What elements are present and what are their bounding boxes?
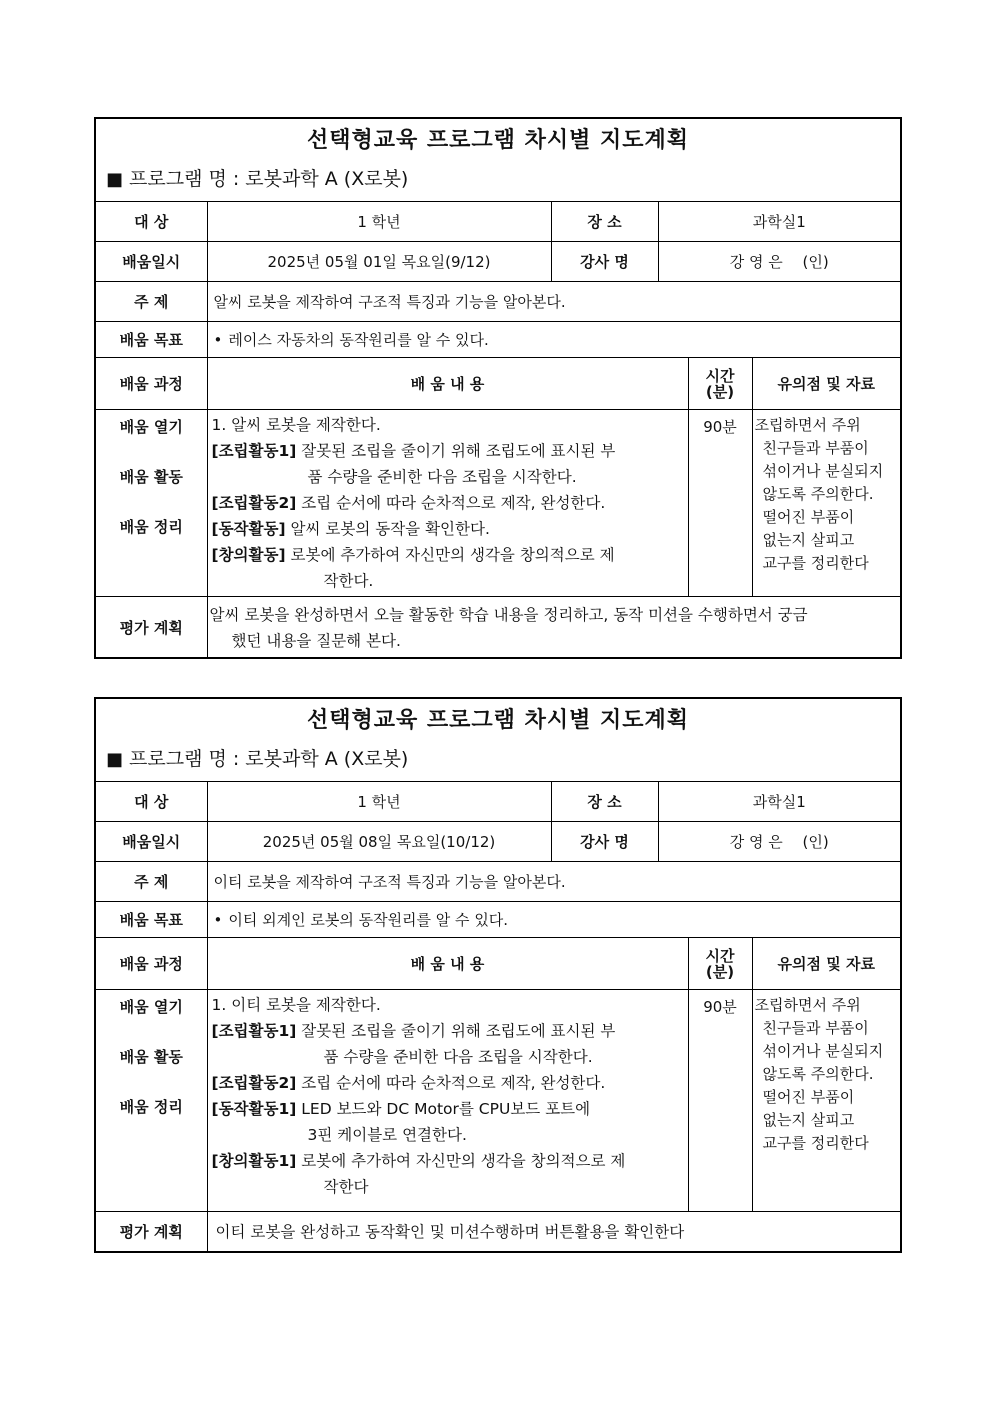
label-time (688, 358, 752, 410)
activity-4-tag: [창의활동1] (211, 1152, 297, 1170)
activity-3-text: 알씨 로봇의 동작을 확인한다. (290, 520, 490, 538)
activity-2 (212, 1070, 684, 1096)
time-unit: (분) (705, 382, 735, 401)
label-place: 장 소 (551, 202, 658, 242)
activity-1-text: 잘못된 조립을 줄이기 위해 조립도에 표시된 부 (301, 442, 616, 460)
goal-value (207, 322, 900, 358)
label-time (688, 938, 752, 990)
activity-2-text: 조립 순서에 따라 순차적으로 제작, 완성한다. (301, 494, 606, 512)
row-main (96, 990, 900, 1212)
note-line: 섞이거나 분실되지 (762, 1042, 884, 1060)
time-head: 시간 (705, 366, 735, 385)
label-date: 배움일시 (96, 822, 207, 862)
activity-4-tag: [창의활동] (211, 546, 286, 564)
activity-4-text: 로봇에 추가하여 자신만의 생각을 창의적으로 제 (290, 546, 615, 564)
notes-body (752, 990, 900, 1212)
eval-text: 알씨 로봇을 완성하면서 오늘 활동한 학습 내용을 정리하고, 동작 미션을 수행하면서 궁금 (209, 605, 808, 624)
lesson-plan-2 (94, 697, 902, 1253)
target-value: 1 학년 (207, 202, 551, 242)
program-name (96, 741, 900, 781)
label-target: 대 상 (96, 782, 207, 822)
activity-3-cont: 3핀 케이블로 연결한다. (307, 1126, 467, 1144)
plan-table (96, 201, 900, 659)
row-main (96, 410, 900, 597)
activity-2-tag: [조립활동2] (211, 494, 297, 512)
time-value: 90분 (688, 990, 752, 1212)
notes-body (752, 410, 900, 597)
process-steps (96, 410, 207, 597)
content-line1: 1. 이티 로봇을 제작한다. (211, 996, 381, 1014)
note-line: 없는지 살피고 (762, 531, 855, 549)
process-activity: 배움 활동 (119, 1048, 183, 1066)
label-notes: 유의점 및 자료 (752, 938, 900, 990)
date-value: 2025년 05월 08일 목요일(10/12) (207, 822, 551, 862)
row-date (96, 822, 900, 862)
note-line: 떨어진 부품이 (762, 508, 855, 526)
label-topic: 주 제 (96, 282, 207, 322)
program-name-text: 프로그램 명 : 로봇과학 A (X로봇) (129, 748, 409, 770)
note-line: 떨어진 부품이 (762, 1088, 855, 1106)
eval-body (207, 1212, 900, 1252)
row-date (96, 242, 900, 282)
goal-value (207, 902, 900, 938)
instructor-value: 강 영 은 (인) (658, 242, 900, 282)
content-body (207, 410, 688, 597)
plan-table (96, 781, 900, 1252)
label-instructor: 강사 명 (551, 822, 658, 862)
label-goal: 배움 목표 (96, 322, 207, 358)
label-eval: 평가 계획 (96, 1212, 207, 1252)
activity-2-text: 조립 순서에 따라 순차적으로 제작, 완성한다. (301, 1074, 606, 1092)
label-goal: 배움 목표 (96, 902, 207, 938)
activity-3-text: LED 보드와 DC Motor를 CPU보드 포트에 (301, 1100, 591, 1118)
label-eval: 평가 계획 (96, 597, 207, 659)
date-value: 2025년 05월 01일 목요일(9/12) (207, 242, 551, 282)
row-topic (96, 862, 900, 902)
activity-1 (212, 1018, 684, 1044)
label-notes: 유의점 및 자료 (752, 358, 900, 410)
process-open: 배움 열기 (119, 418, 183, 436)
activity-4 (212, 542, 684, 568)
activity-3 (212, 1096, 684, 1122)
square-bullet-icon: ■ (106, 169, 124, 190)
activity-2 (212, 490, 684, 516)
eval-text: 이티 로봇을 완성하고 동작확인 및 미션수행하며 버튼활용을 확인한다 (215, 1222, 685, 1241)
plan-title: 선택형교육 프로그램 차시별 지도계획 (306, 127, 689, 153)
lesson-plan-1 (94, 117, 902, 659)
activity-3-tag: [동작활동1] (211, 1100, 297, 1118)
goal-text: 이티 외계인 로봇의 동작원리를 알 수 있다. (228, 911, 509, 929)
process-steps (96, 990, 207, 1212)
label-topic: 주 제 (96, 862, 207, 902)
time-value: 90분 (688, 410, 752, 597)
process-wrapup: 배움 정리 (119, 1098, 183, 1116)
label-process: 배움 과정 (96, 938, 207, 990)
row-eval (96, 1212, 900, 1252)
content-body (207, 990, 688, 1212)
activity-1-text: 잘못된 조립을 줄이기 위해 조립도에 표시된 부 (301, 1022, 616, 1040)
row-eval (96, 597, 900, 659)
note-line: 친구들과 부품이 (762, 439, 869, 457)
note-line: 조립하면서 주위 (754, 416, 861, 434)
time-unit: (분) (705, 962, 735, 981)
activity-3 (212, 516, 684, 542)
activity-4-text: 로봇에 추가하여 자신만의 생각을 창의적으로 제 (301, 1152, 626, 1170)
label-content: 배 움 내 용 (207, 358, 688, 410)
activity-1-tag: [조립활동1] (211, 442, 297, 460)
row-goal (96, 322, 900, 358)
plan-title: 선택형교육 프로그램 차시별 지도계획 (306, 707, 689, 733)
activity-4-cont: 작한다. (323, 572, 374, 590)
process-activity: 배움 활동 (119, 468, 183, 486)
activity-4 (212, 1148, 684, 1174)
activity-3-tag: [동작활동] (211, 520, 286, 538)
time-head: 시간 (705, 946, 735, 965)
note-line: 조립하면서 주위 (754, 996, 861, 1014)
activity-2-tag: [조립활동2] (211, 1074, 297, 1092)
topic-value: 이티 로봇을 제작하여 구조적 특징과 기능을 알아본다. (207, 862, 900, 902)
bullet-icon: • (213, 331, 223, 349)
note-line: 교구를 정리한다 (762, 1134, 869, 1152)
label-place: 장 소 (551, 782, 658, 822)
row-topic (96, 282, 900, 322)
activity-1-tag: [조립활동1] (211, 1022, 297, 1040)
eval-body (207, 597, 900, 659)
note-line: 친구들과 부품이 (762, 1019, 869, 1037)
row-target (96, 782, 900, 822)
activity-1 (212, 438, 684, 464)
program-name (96, 161, 900, 201)
row-target (96, 202, 900, 242)
goal-text: 레이스 자동차의 동작원리를 알 수 있다. (228, 331, 489, 349)
place-value: 과학실1 (658, 782, 900, 822)
activity-1-cont: 품 수량을 준비한 다음 조립을 시작한다. (307, 468, 577, 486)
program-name-text: 프로그램 명 : 로봇과학 A (X로봇) (129, 168, 409, 190)
process-wrapup: 배움 정리 (119, 518, 183, 536)
label-instructor: 강사 명 (551, 242, 658, 282)
note-line: 않도록 주의한다. (762, 1065, 874, 1083)
eval-text-cont: 했던 내용을 질문해 본다. (231, 631, 401, 650)
label-process: 배움 과정 (96, 358, 207, 410)
square-bullet-icon: ■ (106, 749, 124, 770)
label-target: 대 상 (96, 202, 207, 242)
topic-value: 알씨 로봇을 제작하여 구조적 특징과 기능을 알아본다. (207, 282, 900, 322)
row-goal (96, 902, 900, 938)
note-line: 교구를 정리한다 (762, 554, 869, 572)
label-content: 배 움 내 용 (207, 938, 688, 990)
note-line: 없는지 살피고 (762, 1111, 855, 1129)
bullet-icon: • (213, 911, 223, 929)
content-line1: 1. 알씨 로봇을 제작한다. (211, 416, 381, 434)
process-open: 배움 열기 (119, 998, 183, 1016)
note-line: 섞이거나 분실되지 (762, 462, 884, 480)
instructor-value: 강 영 은 (인) (658, 822, 900, 862)
activity-1-cont: 품 수량을 준비한 다음 조립을 시작한다. (323, 1048, 593, 1066)
target-value: 1 학년 (207, 782, 551, 822)
activity-4-cont: 작한다 (323, 1178, 369, 1196)
note-line: 않도록 주의한다. (762, 485, 874, 503)
place-value: 과학실1 (658, 202, 900, 242)
row-headers (96, 358, 900, 410)
row-headers (96, 938, 900, 990)
label-date: 배움일시 (96, 242, 207, 282)
